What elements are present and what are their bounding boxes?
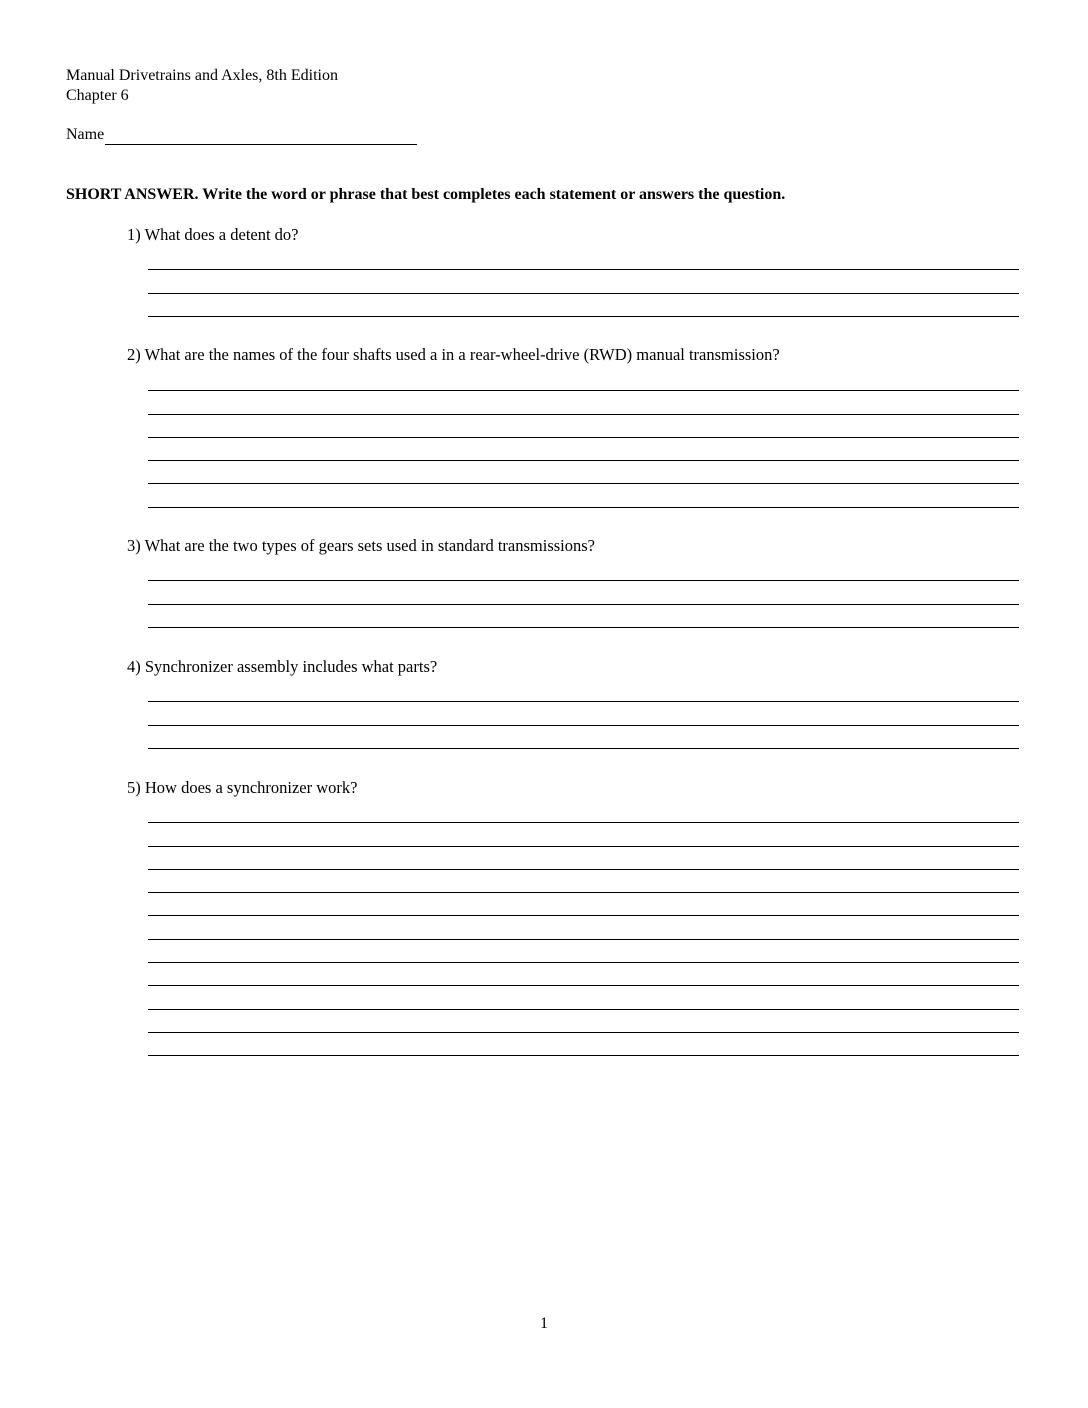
answer-lines-5[interactable] bbox=[148, 800, 1019, 1056]
answer-line[interactable] bbox=[148, 415, 1019, 438]
answer-line[interactable] bbox=[148, 368, 1019, 391]
answer-line[interactable] bbox=[148, 1010, 1019, 1033]
answer-line[interactable] bbox=[148, 461, 1019, 484]
book-title: Manual Drivetrains and Axles, 8th Edition bbox=[66, 67, 338, 84]
chapter-title: Chapter 6 bbox=[66, 87, 129, 104]
document-header bbox=[66, 66, 338, 106]
answer-line[interactable] bbox=[148, 940, 1019, 963]
answer-line[interactable] bbox=[148, 605, 1019, 628]
answer-line[interactable] bbox=[148, 438, 1019, 461]
answer-line[interactable] bbox=[148, 270, 1019, 293]
answer-line[interactable] bbox=[148, 726, 1019, 749]
answer-lines-4[interactable] bbox=[148, 679, 1019, 749]
name-blank-line[interactable] bbox=[105, 126, 417, 145]
answer-line[interactable] bbox=[148, 916, 1019, 939]
answer-line[interactable] bbox=[148, 800, 1019, 823]
question-4: 4) Synchronizer assembly includes what parts? bbox=[127, 657, 438, 676]
question-2: 2) What are the names of the four shafts used a in a rear-wheel-drive (RWD) manual transmission? bbox=[127, 345, 780, 364]
answer-line[interactable] bbox=[148, 870, 1019, 893]
answer-line[interactable] bbox=[148, 847, 1019, 870]
answer-lines-2[interactable] bbox=[148, 368, 1019, 508]
question-1: 1) What does a detent do? bbox=[127, 225, 299, 244]
answer-line[interactable] bbox=[148, 391, 1019, 414]
answer-lines-3[interactable] bbox=[148, 558, 1019, 628]
answer-lines-1[interactable] bbox=[148, 247, 1019, 317]
answer-line[interactable] bbox=[148, 963, 1019, 986]
question-5: 5) How does a synchronizer work? bbox=[127, 778, 358, 797]
section-instructions: SHORT ANSWER. Write the word or phrase that best completes each statement or answers the question. bbox=[66, 186, 786, 203]
page-number: 1 bbox=[540, 1315, 548, 1332]
answer-line[interactable] bbox=[148, 702, 1019, 725]
answer-line[interactable] bbox=[148, 247, 1019, 270]
name-label: Name bbox=[66, 126, 105, 143]
answer-line[interactable] bbox=[148, 986, 1019, 1009]
answer-line[interactable] bbox=[148, 581, 1019, 604]
answer-line[interactable] bbox=[148, 484, 1019, 507]
answer-line[interactable] bbox=[148, 1033, 1019, 1056]
answer-line[interactable] bbox=[148, 558, 1019, 581]
answer-line[interactable] bbox=[148, 823, 1019, 846]
answer-line[interactable] bbox=[148, 893, 1019, 916]
name-field bbox=[66, 125, 417, 145]
question-3: 3) What are the two types of gears sets used in standard transmissions? bbox=[127, 536, 596, 555]
answer-line[interactable] bbox=[148, 294, 1019, 317]
answer-line[interactable] bbox=[148, 679, 1019, 702]
